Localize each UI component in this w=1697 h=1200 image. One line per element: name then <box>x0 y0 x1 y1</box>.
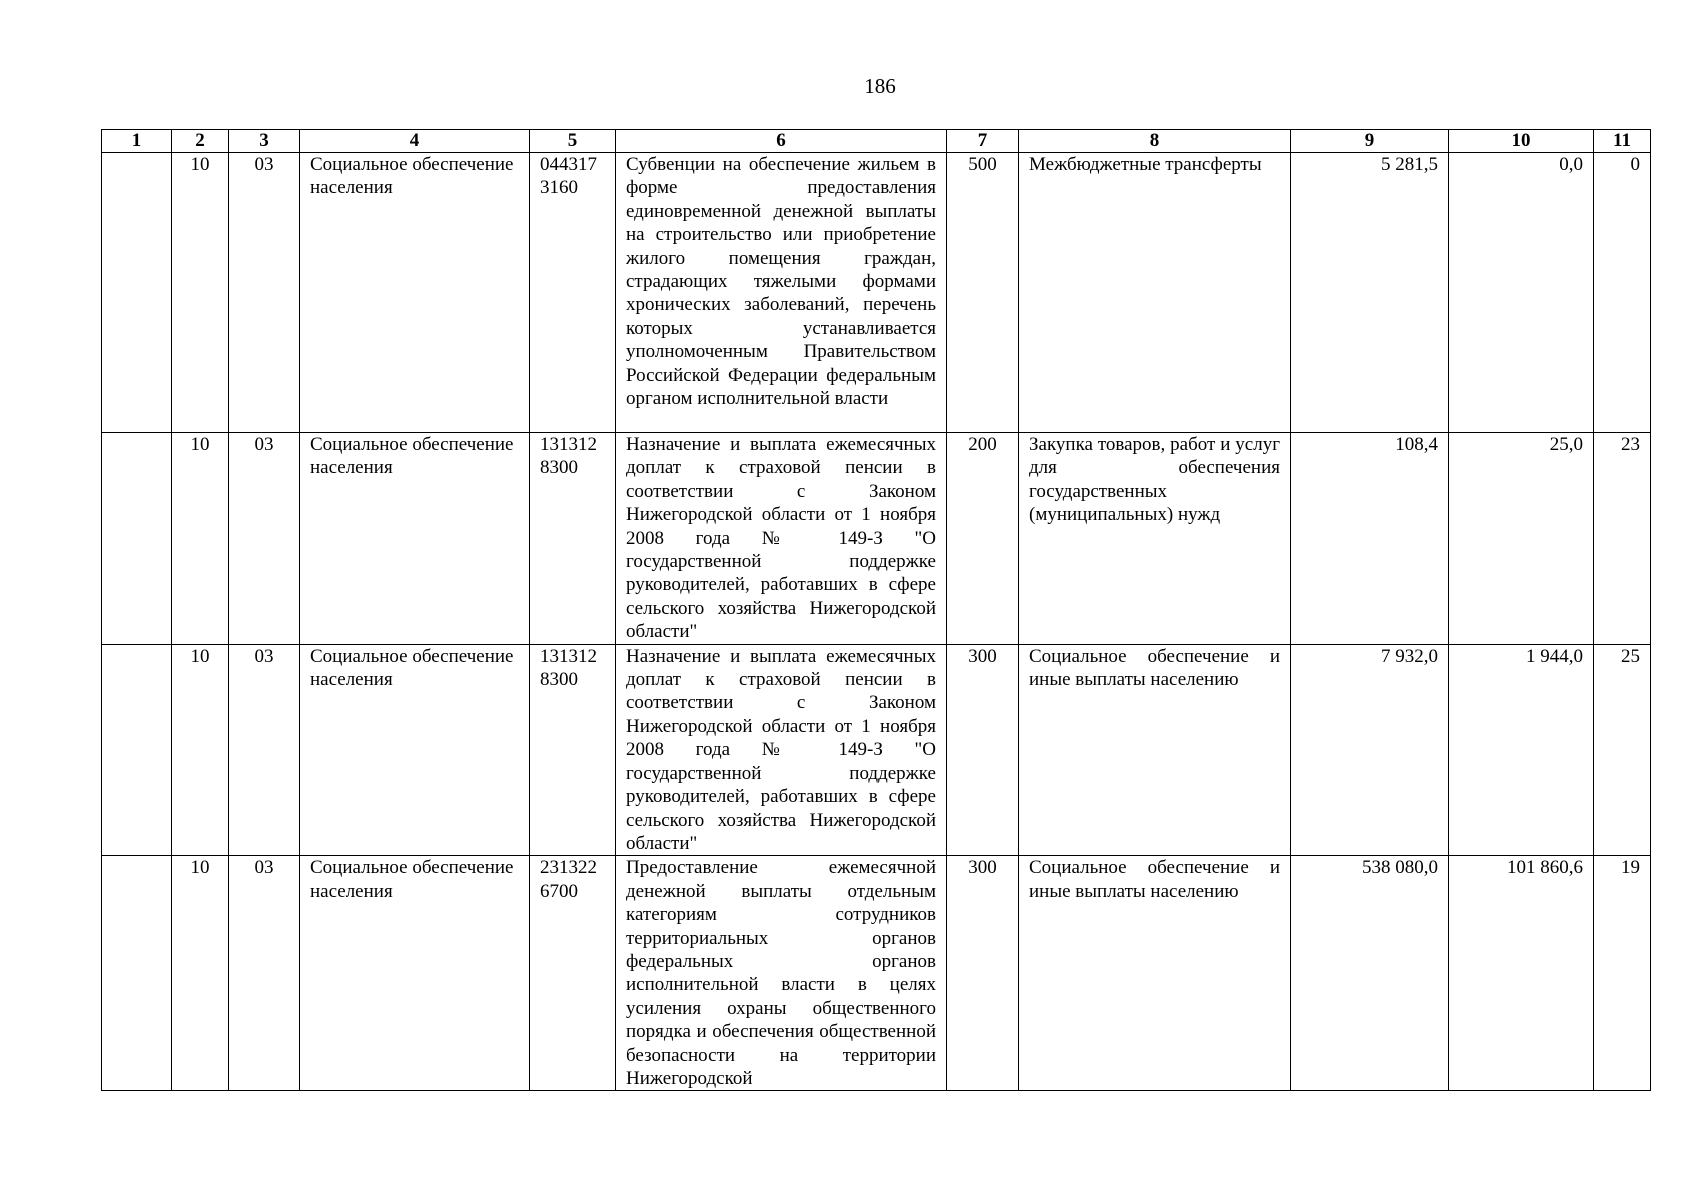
cell-description: Назначение и выплата ежемесячных доплат к страховой пенсии в соответствии с Законом Нижегородской области от 1 ноября 2008 года № 149-З "О государственной поддержке руководителей, работавших в сфере сельского хозяйства Нижегородской области" <box>616 433 947 645</box>
header-col-4: 4 <box>300 130 530 153</box>
cell-section-name: Социальное обеспечение населения <box>300 433 530 645</box>
cell-section-name: Социальное обеспечение населения <box>300 644 530 856</box>
cell-description: Предоставление ежемесячной денежной выплаты отдельным категориям сотрудников территориальных органов федеральных органов исполнительной власти в целях усиления охраны общественного порядка и обеспечения общественной безопасности на территории Нижегородской <box>616 856 947 1091</box>
header-col-10: 10 <box>1449 130 1594 153</box>
header-col-7: 7 <box>947 130 1019 153</box>
cell-col-1 <box>102 433 172 645</box>
cell-expense-type: 300 <box>947 856 1019 1091</box>
header-col-6: 6 <box>616 130 947 153</box>
cell-description: Субвенции на обеспечение жильем в форме предоставления единовременной денежной выплаты на строительство или приобретение жилого помещения граждан, страдающих тяжелыми формами хронических заболеваний, перечень которых устанавливается уполномоченным Правительством Российской Федерации федеральным органом исполнительной власти <box>616 153 947 433</box>
table-header <box>102 130 1651 153</box>
code-part-1: 131312 <box>540 645 597 667</box>
code-part-2: 8300 <box>540 669 578 691</box>
cell-col-1 <box>102 153 172 433</box>
cell-expense-name: Социальное обеспечение и иные выплаты населению <box>1019 644 1291 856</box>
cell-amount-plan: 7 932,0 <box>1291 644 1449 856</box>
cell-target-code <box>530 644 616 856</box>
cell-subsection: 03 <box>229 433 300 645</box>
cell-amount-actual: 101 860,6 <box>1449 856 1594 1091</box>
cell-section: 10 <box>172 433 229 645</box>
header-col-8: 8 <box>1019 130 1291 153</box>
cell-section-name: Социальное обеспечение населения <box>300 153 530 433</box>
cell-target-code <box>530 433 616 645</box>
page-number: 186 <box>864 74 896 98</box>
cell-amount-actual: 25,0 <box>1449 433 1594 645</box>
cell-expense-type: 200 <box>947 433 1019 645</box>
budget-table <box>101 129 1651 1091</box>
header-col-3: 3 <box>229 130 300 153</box>
cell-percent: 23 <box>1594 433 1651 645</box>
cell-target-code <box>530 153 616 433</box>
cell-target-code <box>530 856 616 1091</box>
table-row <box>102 153 1651 433</box>
cell-section: 10 <box>172 644 229 856</box>
header-col-5: 5 <box>530 130 616 153</box>
header-col-2: 2 <box>172 130 229 153</box>
cell-expense-name: Социальное обеспечение и иные выплаты населению <box>1019 856 1291 1091</box>
code-part-1: 131312 <box>540 434 597 455</box>
code-part-1: 231322 <box>540 857 597 879</box>
header-col-9: 9 <box>1291 130 1449 153</box>
cell-percent: 19 <box>1594 856 1651 1091</box>
cell-section-name: Социальное обеспечение населения <box>300 856 530 1091</box>
code-part-2: 3160 <box>540 177 578 199</box>
cell-section: 10 <box>172 856 229 1091</box>
cell-amount-plan: 5 281,5 <box>1291 153 1449 433</box>
cell-col-1 <box>102 644 172 856</box>
cell-subsection: 03 <box>229 153 300 433</box>
code-part-2: 6700 <box>540 880 578 902</box>
header-col-11: 11 <box>1594 130 1651 153</box>
code-part-1: 044317 <box>540 154 597 175</box>
cell-percent: 0 <box>1594 153 1651 433</box>
cell-subsection: 03 <box>229 644 300 856</box>
cell-subsection: 03 <box>229 856 300 1091</box>
cell-amount-plan: 108,4 <box>1291 433 1449 645</box>
header-row <box>102 130 1651 153</box>
table-row <box>102 644 1651 856</box>
cell-description: Назначение и выплата ежемесячных доплат к страховой пенсии в соответствии с Законом Нижегородской области от 1 ноября 2008 года № 149-З "О государственной поддержке руководителей, работавших в сфере сельского хозяйства Нижегородской области" <box>616 644 947 856</box>
table-row <box>102 856 1651 1091</box>
cell-expense-name: Межбюджетные трансферты <box>1019 153 1291 433</box>
cell-amount-actual: 1 944,0 <box>1449 644 1594 856</box>
header-col-1: 1 <box>102 130 172 153</box>
cell-expense-type: 300 <box>947 644 1019 856</box>
cell-expense-type: 500 <box>947 153 1019 433</box>
cell-amount-plan: 538 080,0 <box>1291 856 1449 1091</box>
table-body <box>102 153 1651 1091</box>
cell-amount-actual: 0,0 <box>1449 153 1594 433</box>
cell-expense-name: Закупка товаров, работ и услуг для обеспечения государственных (муниципальных) нужд <box>1019 433 1291 645</box>
cell-percent: 25 <box>1594 644 1651 856</box>
table-row <box>102 433 1651 645</box>
cell-col-1 <box>102 856 172 1091</box>
cell-section: 10 <box>172 153 229 433</box>
code-part-2: 8300 <box>540 457 578 479</box>
